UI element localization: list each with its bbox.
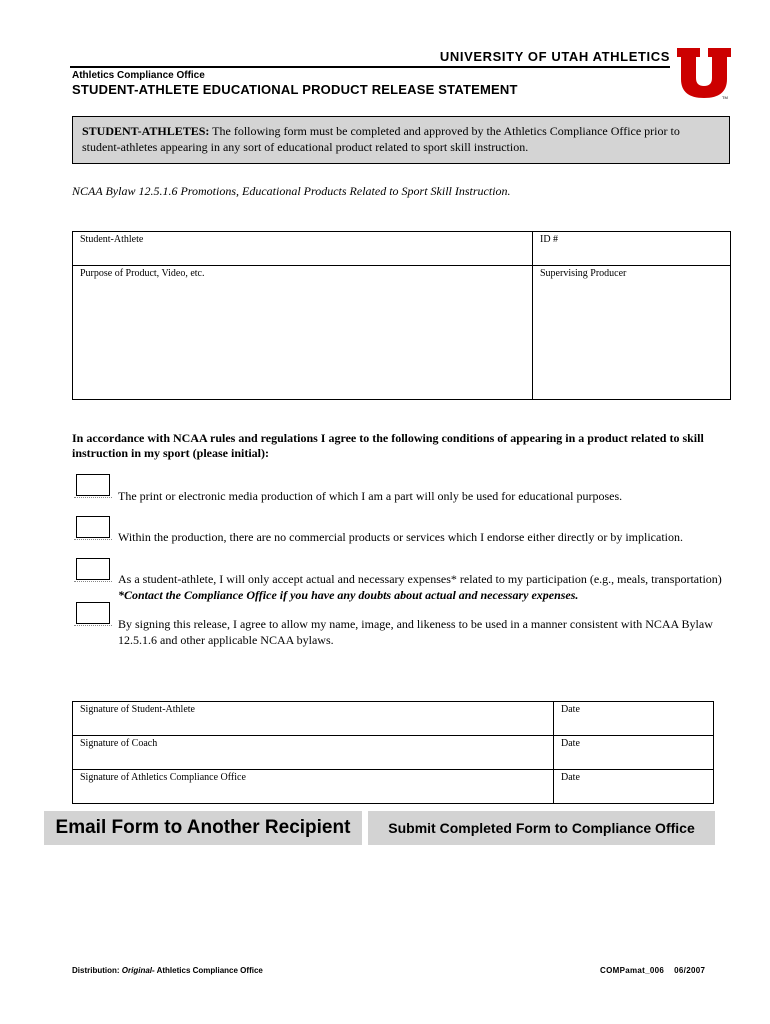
form-code [600,966,705,975]
date-coach-field[interactable] [554,736,714,770]
notice-text: The following form must be completed and approved by the Athletics Compliance Office prior to student-athletes appearing in any sort of educational product related to sport skill instruction. [82,124,680,154]
form-code-id: COMPamat_006 [600,966,665,975]
date-student-athlete-field[interactable] [554,702,714,736]
university-logo-icon [676,46,732,100]
info-table [72,231,731,400]
condition-4 [118,616,728,648]
email-form-button[interactable]: Email Form to Another Recipient [44,811,362,845]
student-athlete-label: Student-Athlete [80,234,144,245]
supervising-producer-field[interactable] [533,266,731,400]
form-title: STUDENT-ATHLETE EDUCATIONAL PRODUCT RELEASE STATEMENT [72,82,518,97]
university-title: UNIVERSITY OF UTAH ATHLETICS [439,49,670,64]
notice-box [72,116,730,164]
submit-form-button[interactable]: Submit Completed Form to Compliance Office [368,811,715,845]
signature-student-athlete-field[interactable] [73,702,554,736]
condition-4-text: By signing this release, I agree to allow my name, image, and likeness to be used in a manner consistent with NCAA Bylaw 12.5.1.6 and other applicable NCAA bylaws. [118,617,713,647]
notice-lead: STUDENT-ATHLETES: [82,124,210,138]
bylaw-reference: NCAA Bylaw 12.5.1.6 Promotions, Educational Products Related to Sport Skill Instruction. [72,184,511,198]
conditions-intro: In accordance with NCAA rules and regulations I agree to the following conditions of appearing in a product related to skill instruction in my sport (please initial): [72,431,704,460]
distribution-rest: - Athletics Compliance Office [152,966,263,975]
signature-table [72,701,714,804]
date-label: Date [561,772,580,783]
condition-3 [118,571,728,603]
logo-trademark: TM [722,95,728,100]
student-athlete-field[interactable] [73,232,533,266]
initial-box-4[interactable] [76,602,110,624]
department-name: Athletics Compliance Office [72,70,205,81]
condition-1 [118,488,728,504]
id-number-field[interactable] [533,232,731,266]
signature-compliance-field[interactable] [73,770,554,804]
condition-1-text: The print or electronic media production of which I am a part will only be used for educational purposes. [118,489,623,503]
distribution-note [72,966,263,975]
initial-box-1[interactable] [76,474,110,496]
condition-3-text: As a student-athlete, I will only accept actual and necessary expenses* related to my participation (e.g., meals, transportation) [118,572,722,586]
signature-coach-field[interactable] [73,736,554,770]
signature-student-athlete-label: Signature of Student-Athlete [80,704,195,715]
distribution-label: Distribution: [72,966,122,975]
date-label: Date [561,738,580,749]
signature-compliance-label: Signature of Athletics Compliance Office [80,772,246,783]
initial-box-3[interactable] [76,558,110,580]
condition-2 [118,529,728,545]
date-compliance-field[interactable] [554,770,714,804]
signature-coach-label: Signature of Coach [80,738,158,749]
distribution-original: Original [121,966,153,975]
condition-3-emphasis: *Contact the Compliance Office if you have any doubts about actual and necessary expenses. [118,588,579,602]
purpose-label: Purpose of Product, Video, etc. [80,268,205,279]
id-number-label: ID # [540,234,559,245]
purpose-field[interactable] [73,266,533,400]
condition-2-text: Within the production, there are no commercial products or services which I endorse either directly or by implication. [118,530,683,544]
initial-box-2[interactable] [76,516,110,538]
date-label: Date [561,704,580,715]
header-rule [70,66,670,68]
supervising-producer-label: Supervising Producer [540,268,627,279]
form-code-date: 06/2007 [674,966,706,975]
